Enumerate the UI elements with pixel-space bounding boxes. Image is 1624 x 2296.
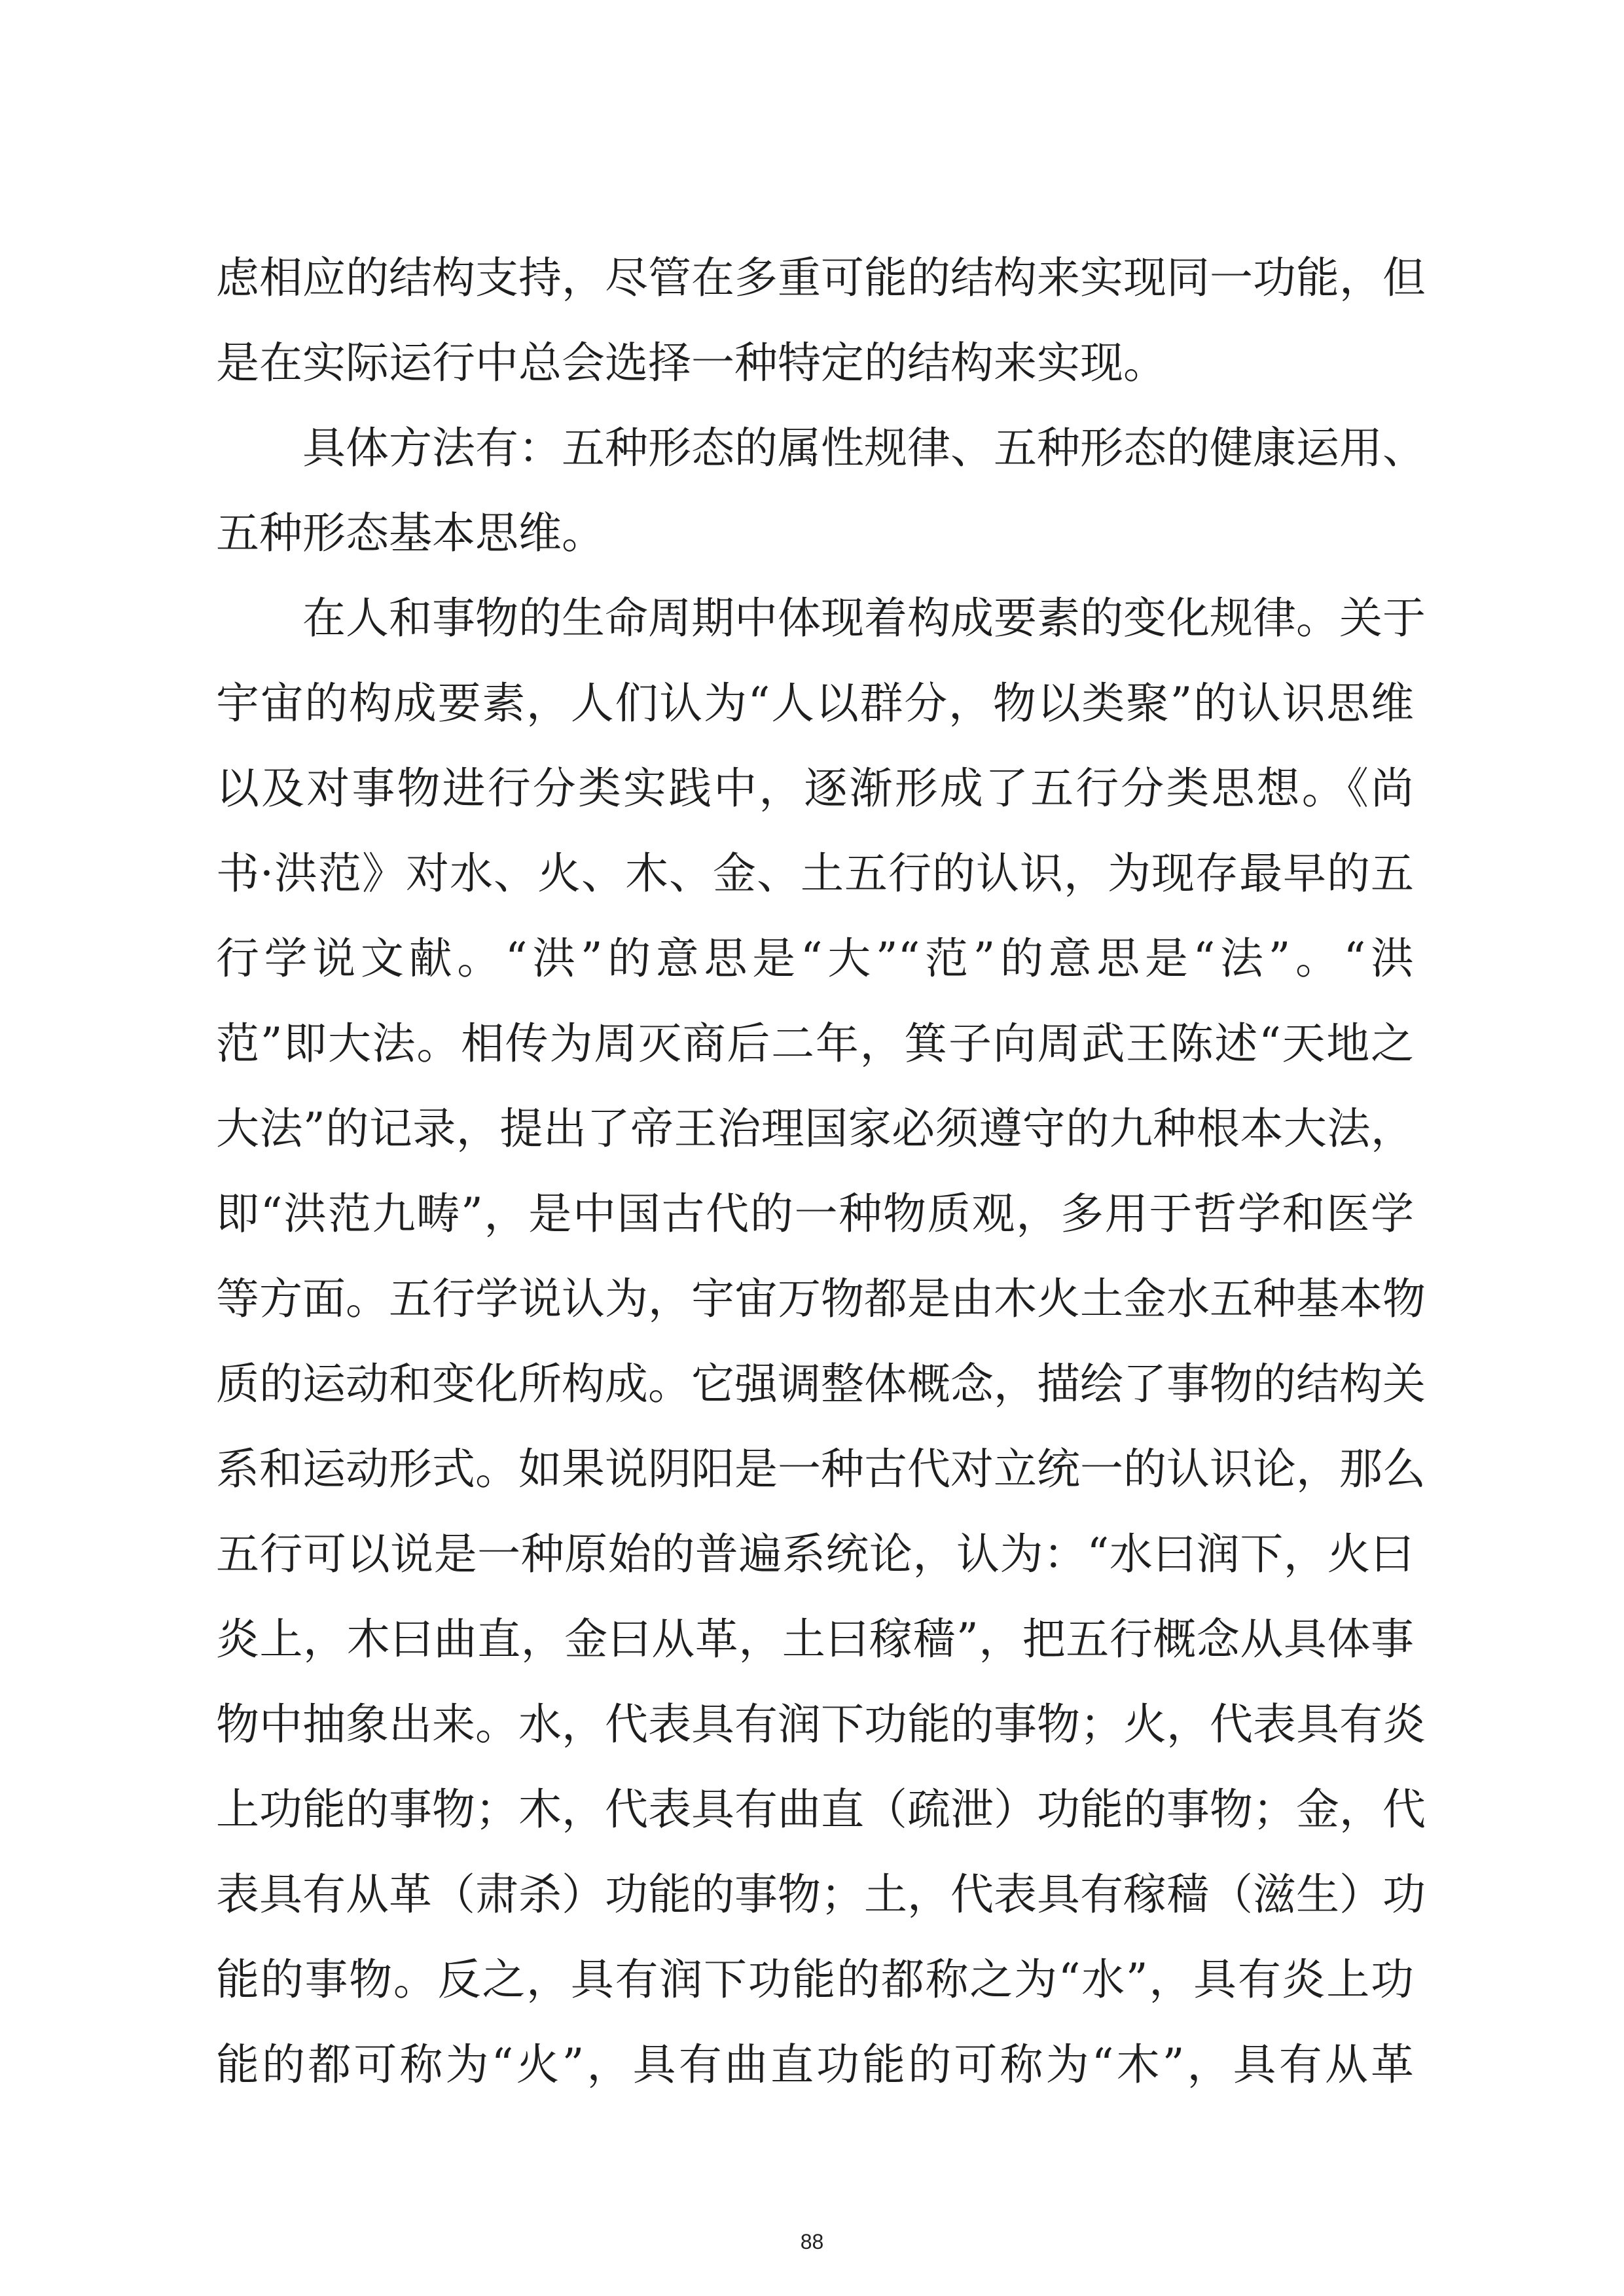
body-text <box>216 0 1426 2296</box>
text-line: 以及对事物进行分类实践中，逐渐形成了五行分类思想。《尚 <box>216 763 1414 814</box>
text-line: 等方面。五行学说认为，宇宙万物都是由木火土金水五种基本物 <box>216 1274 1426 1324</box>
text-line: 书·洪范》对水、火、木、金、土五行的认识，为现存最早的五 <box>216 848 1414 899</box>
text-line: 具体方法有：五种形态的属性规律、五种形态的健康运用、 <box>302 423 1426 473</box>
text-line: 能的都可称为“火”，具有曲直功能的可称为“木”，具有从革 <box>216 2039 1414 2090</box>
text-line: 上功能的事物；木，代表具有曲直（疏泄）功能的事物；金，代 <box>216 1784 1426 1835</box>
text-line: 炎上，木曰曲直，金曰从革，土曰稼穑”，把五行概念从具体事 <box>216 1614 1414 1664</box>
text-line: 宇宙的构成要素，人们认为“人以群分，物以类聚”的认识思维 <box>216 678 1414 728</box>
text-line: 五种形态基本思维。 <box>216 508 605 558</box>
text-line: 物中抽象出来。水，代表具有润下功能的事物；火，代表具有炎 <box>216 1699 1426 1749</box>
text-line: 质的运动和变化所构成。它强调整体概念，描绘了事物的结构关 <box>216 1359 1426 1409</box>
text-line: 能的事物。反之，具有润下功能的都称之为“水”，具有炎上功 <box>216 1954 1414 2005</box>
text-line: 五行可以说是一种原始的普遍系统论，认为：“水曰润下，火曰 <box>216 1529 1414 1579</box>
text-line: 即“洪范九畴”，是中国古代的一种物质观，多用于哲学和医学 <box>216 1189 1414 1239</box>
text-line: 在人和事物的生命周期中体现着构成要素的变化规律。关于 <box>302 593 1426 643</box>
text-line: 表具有从革（肃杀）功能的事物；土，代表具有稼穑（滋生）功 <box>216 1869 1426 1920</box>
text-line: 虑相应的结构支持，尽管在多重可能的结构来实现同一功能，但 <box>216 253 1426 303</box>
text-line: 范”即大法。相传为周灭商后二年，箕子向周武王陈述“天地之 <box>216 1018 1414 1069</box>
text-line: 是在实际运行中总会选择一种特定的结构来实现。 <box>216 338 1166 388</box>
text-line: 大法”的记录，提出了帝王治理国家必须遵守的九种根本大法， <box>216 1103 1414 1154</box>
page-number: 88 <box>800 2230 824 2253</box>
text-line: 系和运动形式。如果说阴阳是一种古代对立统一的认识论，那么 <box>216 1444 1426 1494</box>
text-line: 行学说文献。“洪”的意思是“大”“范”的意思是“法”。“洪 <box>216 933 1414 984</box>
